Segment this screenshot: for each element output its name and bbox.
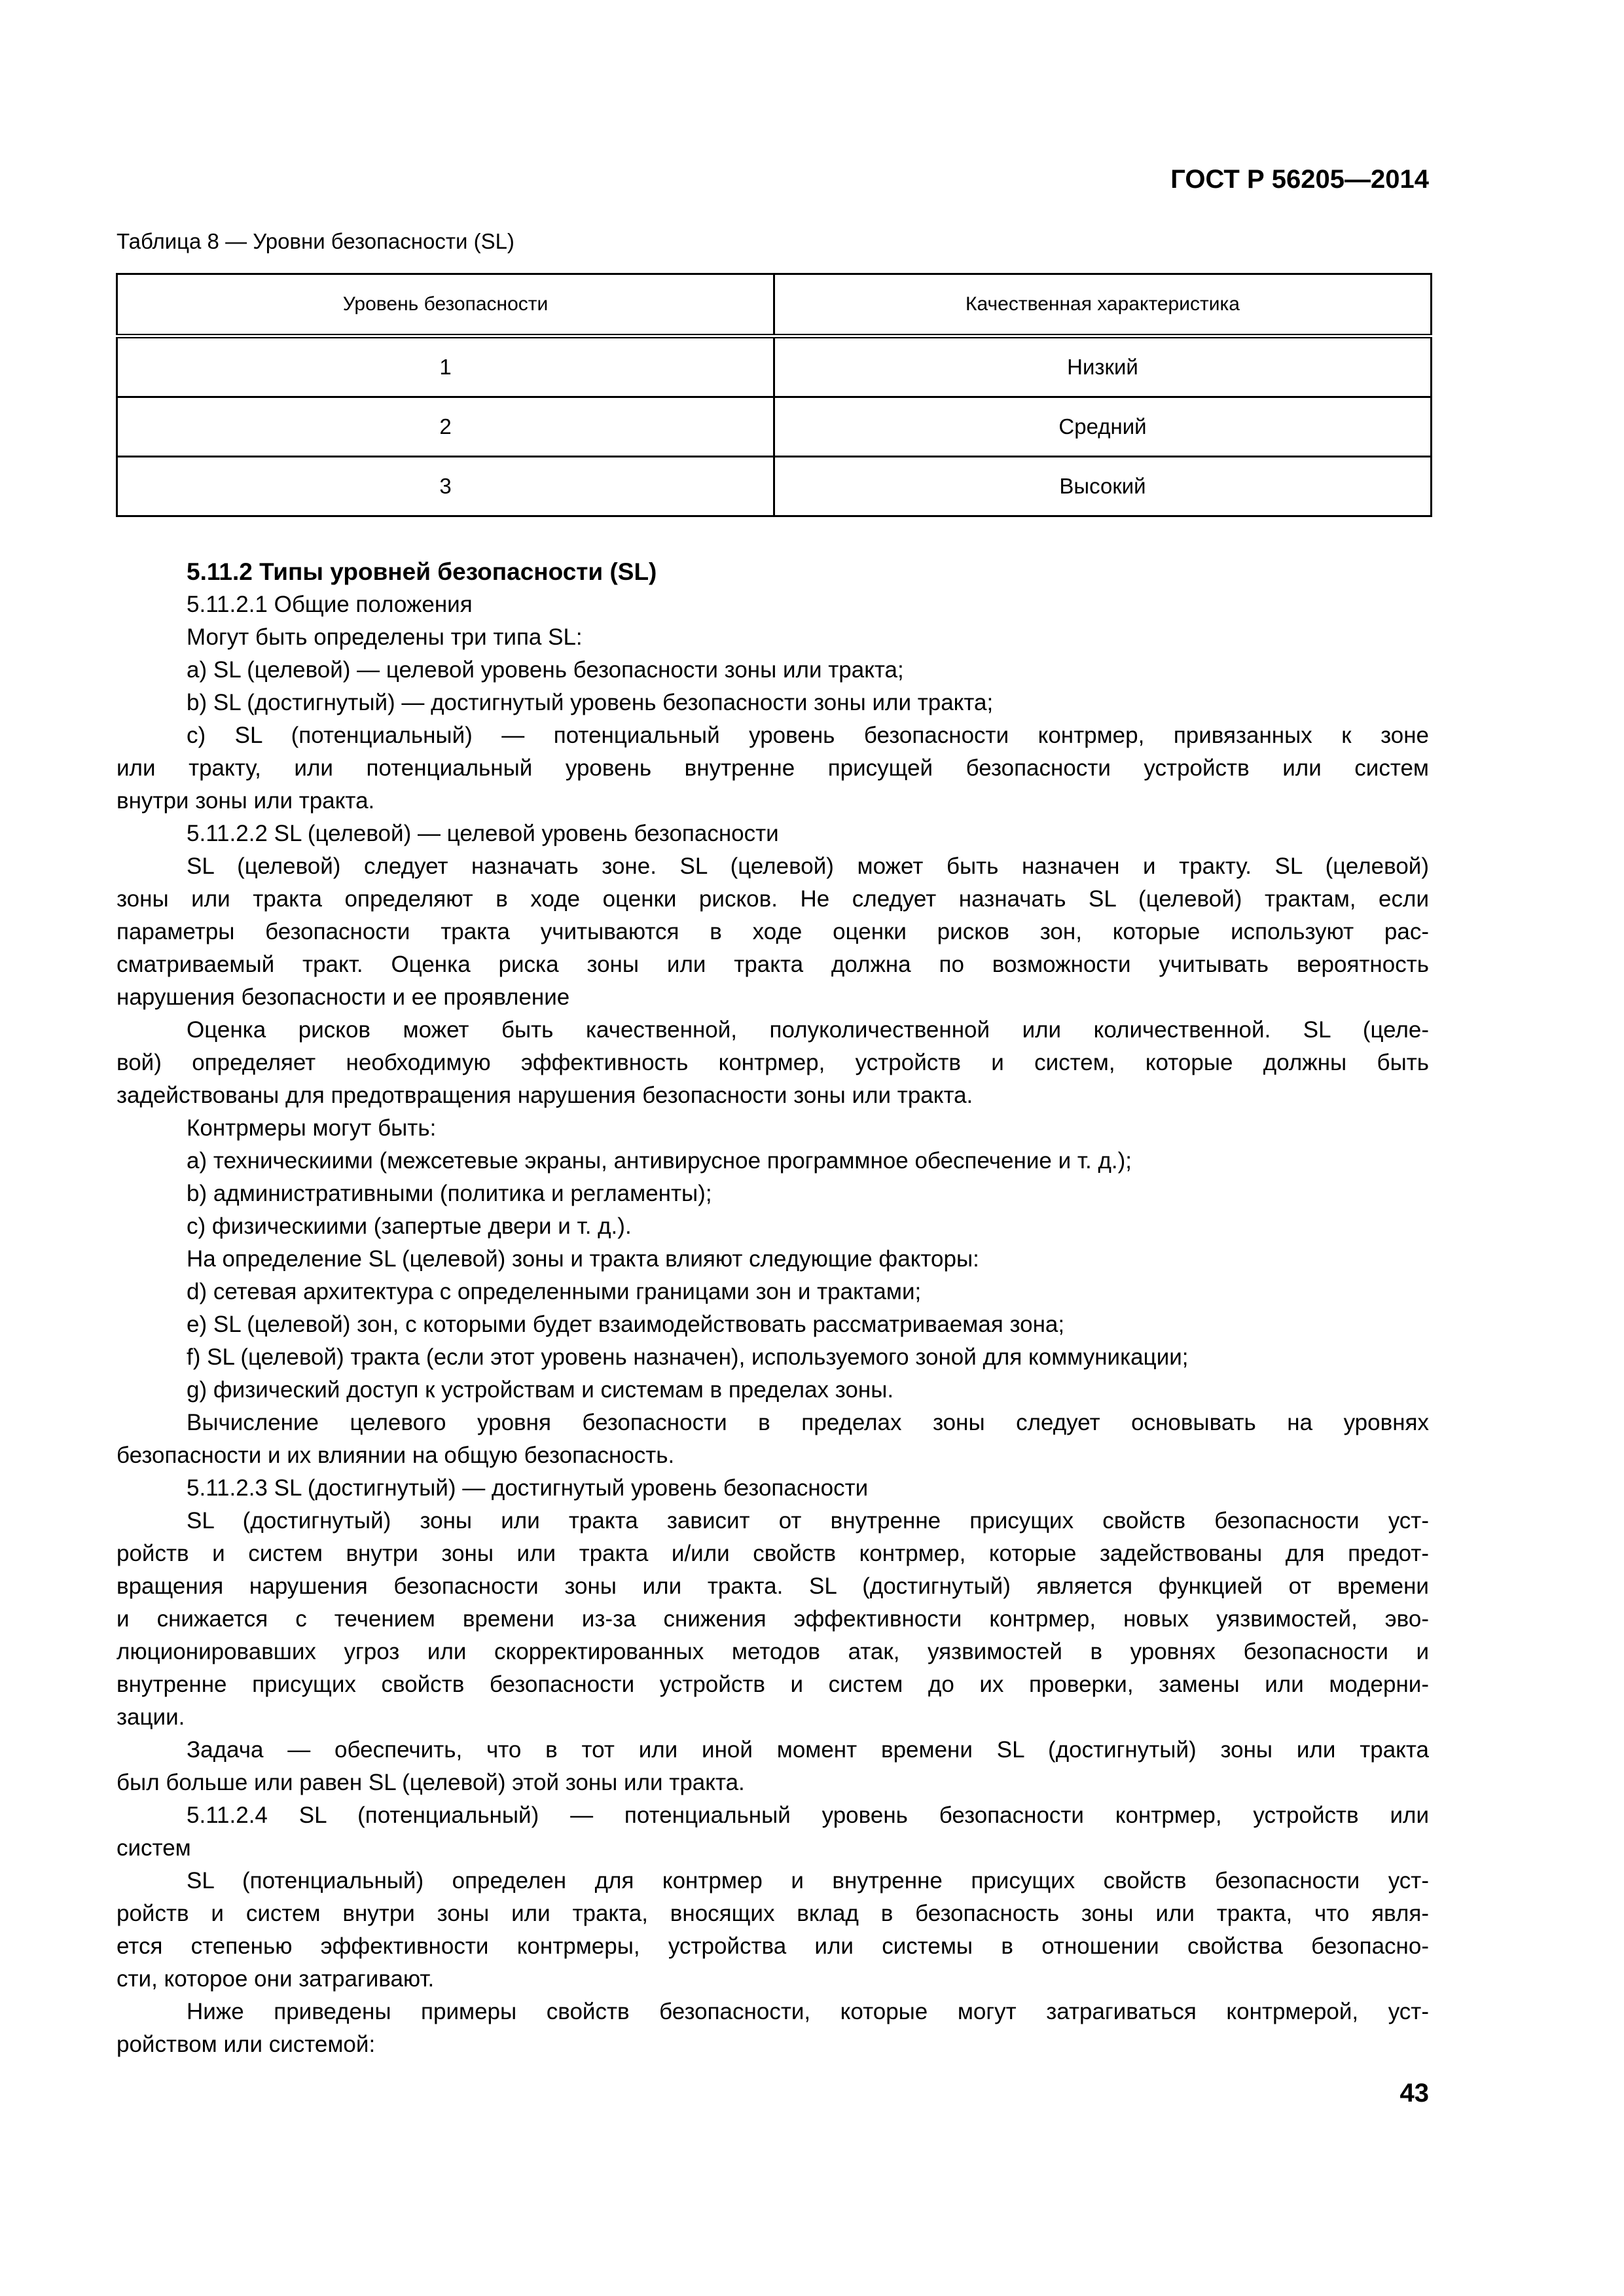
body-line: 5.11.2.4 SL (потенциальный) — потенциальный уровень безопасности контрмер, устройств или (187, 1803, 1429, 1828)
body-line: a) SL (целевой) — целевой уровень безопасности зоны или тракта; (187, 657, 904, 683)
column-header-security-level: Уровень безопасности (117, 274, 774, 336)
body-line: Ниже приведены примеры свойств безопасности, которые могут затрагиваться контрмерой, уст- (187, 1999, 1429, 2024)
body-line: 5.11.2.3 SL (достигнутый) — достигнутый уровень безопасности (187, 1475, 869, 1501)
body-line: и снижается с течением времени из-за снижения эффективности контрмер, новых уязвимостей, эво- (117, 1606, 1429, 1632)
table-cell-characteristic: Средний (774, 397, 1432, 457)
body-line: b) SL (достигнутый) — достигнутый уровень безопасности зоны или тракта; (187, 690, 994, 715)
body-line: вой) определяет необходимую эффективность контрмер, устройств и систем, которые должны быть (117, 1050, 1429, 1075)
body-line: зоны или тракта определяют в ходе оценки рисков. Не следует назначать SL (целевой) трактам, если (117, 886, 1429, 912)
body-line: SL (целевой) следует назначать зоне. SL (целевой) может быть назначен и тракту. SL (целевой) (187, 853, 1429, 879)
security-levels-table (116, 273, 1432, 517)
body-line: Контрмеры могут быть: (187, 1115, 437, 1141)
table-cell-characteristic: Высокий (774, 457, 1432, 516)
body-line: ройством или системой: (117, 2032, 376, 2057)
body-line: зации. (117, 1704, 185, 1730)
body-line: Вычисление целевого уровня безопасности в пределах зоны следует основывать на уровнях (187, 1410, 1429, 1435)
body-line: люционировавших угроз или скорректированных методов атак, уязвимостей в уровнях безопасности и (117, 1639, 1429, 1664)
body-line: Оценка рисков может быть качественной, полуколичественной или количественной. SL (целе- (187, 1017, 1429, 1043)
body-line: систем (117, 1835, 191, 1861)
body-line: ется степенью эффективности контрмеры, устройства или системы в отношении свойства безопасно- (117, 1933, 1429, 1959)
body-line: задействованы для предотвращения нарушения безопасности зоны или тракта. (117, 1083, 973, 1108)
table-header-row (117, 274, 1432, 336)
body-line: нарушения безопасности и ее проявление (117, 984, 570, 1010)
body-line: Могут быть определены три типа SL: (187, 624, 583, 650)
body-line: или тракту, или потенциальный уровень внутренне присущей безопасности устройств или систем (117, 755, 1429, 781)
body-line: параметры безопасности тракта учитываются в ходе оценки рисков зон, которые используют рас- (117, 919, 1429, 944)
body-line: c) физическиими (запертые двери и т. д.). (187, 1213, 632, 1239)
body-line: внутренне присущих свойств безопасности устройств и систем до их проверки, замены или модерни- (117, 1672, 1429, 1697)
table-cell-characteristic: Низкий (774, 336, 1432, 397)
body-line: d) сетевая архитектура с определенными границами зон и трактами; (187, 1279, 922, 1304)
body-line: Задача — обеспечить, что в тот или иной момент времени SL (достигнутый) зоны или тракта (187, 1737, 1429, 1763)
table-row (117, 336, 1432, 397)
body-line: SL (достигнутый) зоны или тракта зависит от внутренне присущих свойств безопасности уст- (187, 1508, 1429, 1534)
body-text (117, 556, 1429, 2061)
table-caption: Таблица 8 — Уровни безопасности (SL) (117, 229, 514, 253)
body-line: c) SL (потенциальный) — потенциальный уровень безопасности контрмер, привязанных к зоне (187, 723, 1429, 748)
body-line: b) административными (политика и регламенты); (187, 1181, 712, 1206)
column-header-qualitative-characteristic: Качественная характеристика (774, 274, 1432, 336)
body-line: a) техническиими (межсетевые экраны, антивирусное программное обеспечение и т. д.); (187, 1148, 1132, 1174)
document-code-header: ГОСТ Р 56205—2014 (1170, 165, 1429, 194)
body-line: безопасности и их влиянии на общую безопасность. (117, 1443, 675, 1468)
table-row (117, 397, 1432, 457)
body-line: SL (потенциальный) определен для контрмер и внутренне присущих свойств безопасности уст- (187, 1868, 1429, 1893)
body-line: сматриваемый тракт. Оценка риска зоны или тракта должна по возможности учитывать вероятность (117, 952, 1429, 977)
body-line: 5.11.2.2 SL (целевой) — целевой уровень безопасности (187, 821, 779, 846)
table-row (117, 457, 1432, 516)
body-line: вращения нарушения безопасности зоны или тракта. SL (достигнутый) является функцией от времени (117, 1573, 1429, 1599)
table-cell-level: 3 (117, 457, 774, 516)
body-line: внутри зоны или тракта. (117, 788, 375, 814)
table-cell-level: 2 (117, 397, 774, 457)
body-line: был больше или равен SL (целевой) этой зоны или тракта. (117, 1770, 745, 1795)
body-line: сти, которое они затрагивают. (117, 1966, 435, 1992)
body-line: g) физический доступ к устройствам и системам в пределах зоны. (187, 1377, 894, 1403)
body-line: ройств и систем внутри зоны или тракта, вносящих вклад в безопасность зоны или тракта, что явля- (117, 1901, 1429, 1926)
body-line: ройств и систем внутри зоны или тракта и/или свойств контрмер, которые задействованы для предот- (117, 1541, 1429, 1566)
section-heading: 5.11.2 Типы уровней безопасности (SL) (187, 558, 657, 585)
table-cell-level: 1 (117, 336, 774, 397)
body-line: e) SL (целевой) зон, с которыми будет взаимодействовать рассматриваемая зона; (187, 1312, 1065, 1337)
body-line: 5.11.2.1 Общие положения (187, 592, 473, 617)
body-line: На определение SL (целевой) зоны и тракта влияют следующие факторы: (187, 1246, 979, 1272)
page-number: 43 (1399, 2079, 1429, 2108)
body-line: f) SL (целевой) тракта (если этот уровень назначен), используемого зоной для коммуникации; (187, 1344, 1189, 1370)
